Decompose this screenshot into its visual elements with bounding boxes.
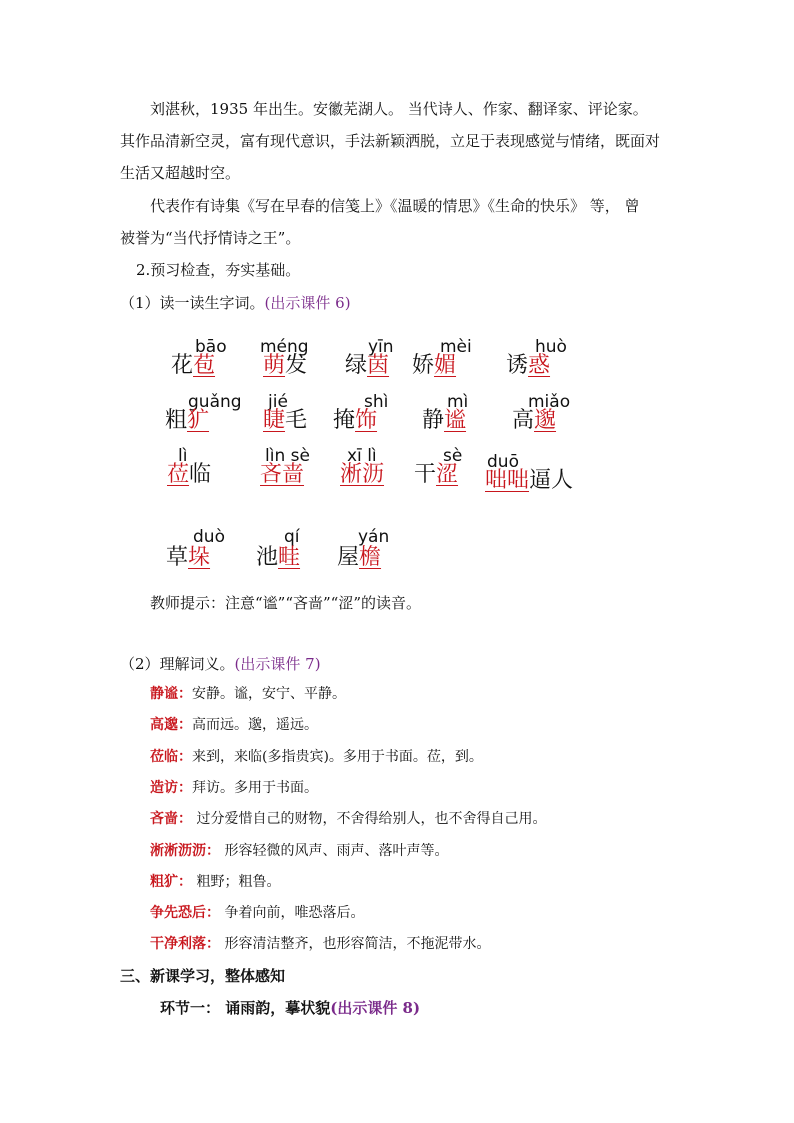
vocab-plain-char: 花 xyxy=(171,353,194,378)
definition-row xyxy=(150,683,346,703)
vocab-word xyxy=(422,403,466,434)
vocab-plain-char: 粗 xyxy=(165,408,188,433)
step-1-label: 环节一： 诵雨韵，摹状貌 xyxy=(160,999,331,1017)
vocab-target-char: 犷 xyxy=(187,408,210,433)
definition-row xyxy=(150,746,483,766)
vocab-word xyxy=(414,457,458,488)
definition-term: 造访： xyxy=(150,779,192,796)
vocab-word xyxy=(485,463,573,494)
vocab-word xyxy=(263,348,307,379)
vocab-plain-char: 逼人 xyxy=(529,468,574,493)
definition-text: 过分爱惜自己的财物，不舍得给别人，也不舍得自己用。 xyxy=(192,811,547,828)
intro-line-1: 刘湛秋，1935 年出生。安徽芜湖人。 当代诗人、作家、翻译家、评论家。 xyxy=(150,100,648,118)
vocab-target-char: 吝啬 xyxy=(260,462,305,487)
sub-2-heading xyxy=(120,651,321,678)
courseware-7: (出示课件 7) xyxy=(234,655,321,673)
vocab-target-char: 咄咄 xyxy=(485,468,530,493)
pinyin-label: miǎo xyxy=(528,392,571,412)
vocab-word xyxy=(256,540,300,571)
vocab-plain-char: 临 xyxy=(189,462,212,487)
vocab-plain-char: 掩 xyxy=(333,408,356,433)
definition-term: 吝啬： xyxy=(150,811,192,828)
vocab-target-char: 饰 xyxy=(355,408,378,433)
intro-line-4: 代表作有诗集《写在早春的信笺上》《温暖的情思》《生命的快乐》 等， 曾 xyxy=(150,197,640,215)
pinyin-label: bāo xyxy=(195,337,227,357)
pinyin-label: qí xyxy=(284,527,300,547)
definition-term: 莅临： xyxy=(150,748,192,765)
definition-term: 高邈： xyxy=(150,717,192,734)
definition-text: 形容轻微的风声、雨声、落叶声等。 xyxy=(220,842,449,859)
vocab-target-char: 檐 xyxy=(359,545,382,570)
vocab-plain-char: 诱 xyxy=(506,353,529,378)
section-3-title: 三、新课学习，整体感知 xyxy=(120,967,286,985)
vocab-target-char: 睫 xyxy=(263,408,286,433)
vocab-word xyxy=(512,403,556,434)
vocab-word xyxy=(333,403,377,434)
vocab-plain-char: 毛 xyxy=(285,408,308,433)
definition-term: 淅淅沥沥： xyxy=(150,842,220,859)
vocab-word xyxy=(260,457,304,488)
definition-term: 干净利落： xyxy=(150,936,220,953)
pinyin-label: yīn xyxy=(368,337,394,357)
vocab-target-char: 媚 xyxy=(434,353,457,378)
definition-row xyxy=(150,902,364,922)
definition-row xyxy=(150,933,490,953)
sub-2-label: （2）理解词义。 xyxy=(120,655,235,673)
intro-line-3: 生活又超越时空。 xyxy=(120,164,241,182)
vocab-word xyxy=(345,348,389,379)
definition-row xyxy=(150,714,318,734)
pinyin-label: lìn sè xyxy=(265,446,310,466)
section-2-title: 2.预习检查，夯实基础。 xyxy=(136,261,301,279)
vocab-word xyxy=(506,348,550,379)
pinyin-label: mèi xyxy=(440,337,472,357)
definition-text: 粗野；粗鲁。 xyxy=(192,873,281,890)
vocab-target-char: 淅沥 xyxy=(340,462,385,487)
vocab-word xyxy=(337,540,381,571)
vocab-plain-char: 娇 xyxy=(412,353,435,378)
vocab-target-char: 垛 xyxy=(188,545,211,570)
vocab-plain-char: 池 xyxy=(256,545,279,570)
definition-text: 安静。谧，安宁、平静。 xyxy=(192,686,346,702)
pinyin-label: méng xyxy=(260,337,309,357)
vocab-plain-char: 发 xyxy=(285,353,308,378)
pinyin-label: guǎng xyxy=(188,392,242,412)
vocab-target-char: 萌 xyxy=(263,353,286,378)
teacher-tip: 教师提示：注意“谧”“吝啬”“涩”的读音。 xyxy=(150,594,422,612)
vocab-plain-char: 高 xyxy=(512,408,535,433)
pinyin-label: duò xyxy=(193,527,225,547)
definition-text: 高而远。邈，遥远。 xyxy=(192,717,318,734)
definition-text: 来到，来临(多指贵宾)。多用于书面。莅，到。 xyxy=(192,748,483,765)
vocab-target-char: 畦 xyxy=(278,545,301,570)
vocab-word xyxy=(412,348,456,379)
vocab-target-char: 莅 xyxy=(167,462,190,487)
pinyin-label: yán xyxy=(358,527,390,547)
vocab-word xyxy=(340,457,384,488)
vocab-target-char: 涩 xyxy=(436,462,459,487)
vocab-plain-char: 绿 xyxy=(345,353,368,378)
vocab-target-char: 苞 xyxy=(193,353,216,378)
intro-line-2: 其作品清新空灵，富有现代意识，手法新颖洒脱，立足于表现感觉与情绪，既面对 xyxy=(120,132,661,150)
courseware-6: (出示课件 6) xyxy=(264,294,351,312)
step-1-heading xyxy=(160,995,420,1022)
vocab-plain-char: 屋 xyxy=(337,545,360,570)
definition-row xyxy=(150,808,546,828)
pinyin-label: xī lì xyxy=(347,446,377,466)
definition-row xyxy=(150,871,280,891)
vocab-word xyxy=(263,403,307,434)
definition-term: 争先恐后： xyxy=(150,905,220,922)
vocab-target-char: 茵 xyxy=(367,353,390,378)
sub-1-heading xyxy=(120,290,351,317)
pinyin-label: lì xyxy=(178,446,188,466)
pinyin-label: sè xyxy=(443,446,463,466)
vocab-word xyxy=(167,457,211,488)
sub-1-label: （1）读一读生字词。 xyxy=(120,294,265,312)
definition-text: 形容清洁整齐，也形容简洁，不拖泥带水。 xyxy=(220,936,491,953)
pinyin-label: huò xyxy=(535,337,567,357)
vocab-target-char: 惑 xyxy=(528,353,551,378)
courseware-8: (出示课件 8) xyxy=(330,999,421,1017)
vocab-plain-char: 草 xyxy=(166,545,189,570)
definition-text: 争着向前，唯恐落后。 xyxy=(220,905,365,922)
vocab-plain-char: 干 xyxy=(414,462,437,487)
vocab-plain-char: 静 xyxy=(422,408,445,433)
vocab-word xyxy=(165,403,209,434)
vocab-word xyxy=(166,540,210,571)
vocab-word xyxy=(171,348,215,379)
pinyin-label: duō xyxy=(487,452,519,472)
definition-row xyxy=(150,777,318,797)
definition-row xyxy=(150,840,448,860)
intro-line-5: 被誉为“当代抒情诗之王”。 xyxy=(120,229,301,247)
vocab-target-char: 邈 xyxy=(534,408,557,433)
definition-term: 静谧： xyxy=(150,686,192,702)
definition-text: 拜访。多用于书面。 xyxy=(192,779,318,796)
pinyin-label: shì xyxy=(364,392,389,412)
pinyin-label: jié xyxy=(268,392,288,412)
definition-term: 粗犷： xyxy=(150,873,192,890)
pinyin-label: mì xyxy=(447,392,469,412)
vocab-target-char: 谧 xyxy=(444,408,467,433)
